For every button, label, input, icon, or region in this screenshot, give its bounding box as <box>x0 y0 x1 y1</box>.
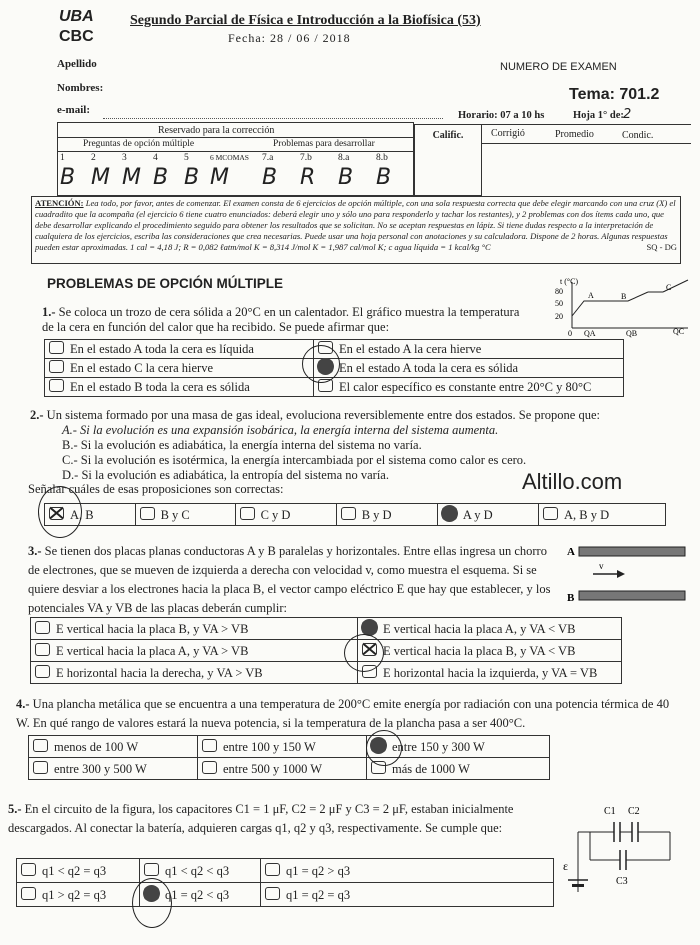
q4-statement: Una plancha metálica que se encuentra a una temperatura de 200°C emite energía por radiación con una potencia térmica de 40 W. En qué rango de valores estará la nueva potencia, si la temperatura de la plancha pasa a ser 400°C. <box>16 697 670 730</box>
q1-option-f[interactable] <box>314 378 624 397</box>
q1-option-d[interactable] <box>314 359 624 378</box>
reservado-label: Reservado para la corrección <box>158 125 275 136</box>
calif-row <box>481 124 691 144</box>
q5-statement: En el circuito de la figura, los capacitores C1 = 1 μF, C2 = 2 μF y C3 = 2 μF, estaban inicialmente descargados. Al conectar la batería, adquieren cargas q1, q2 y q3, respectivamente. Se cumple que: <box>8 802 514 835</box>
answer-circle <box>132 878 172 928</box>
c3-label: C3 <box>616 876 628 887</box>
option-label: A y D <box>462 507 493 522</box>
instructions-box <box>31 196 681 264</box>
atencion-text: Lea todo, por favor, antes de comenzar. El examen consta de 6 ejercicios de opción múltiple, con una sola respuesta correcta que debe elegir marcando con una cruz (X) el cuadradito que la acompaña (el ejercicio 6 tiene cuatro enunciados: deberá elegir uno y sólo uno para responderlo y tachar los restantes), y 2 problemas con dos ítems cada uno, que debe desarrollar explicando el procedimiento seguido para obtener los resultados que se solicitan. No se aceptan respuestas en lápiz. Si tiene dudas respecto a la interpretación de cualquiera de los ejercicios, escriba las consideraciones que crea necesarias. Puede usar una hoja personal con anotaciones y su calculadora. Dispone de 2 horas. Algunas respuestas pueden estar aproximadas. 1 cal = 4,18 J; R = 0,082 ℓatm/mol K = 8,314 J/mol K = 1,987 cal/mol K; c agua líquida = 1 kcal/kg °C <box>35 198 676 252</box>
q5-circuit-diagram <box>560 800 690 900</box>
qnum: 7.b <box>300 153 312 163</box>
q4-option-a[interactable] <box>29 736 198 758</box>
grade: M <box>210 165 229 190</box>
q2-item: B.- Si la evolución es adiabática, la energía interna del sistema no varía. <box>62 438 422 452</box>
option-label: q1 > q2 = q3 <box>42 887 107 902</box>
exam-date: Fecha: 28 / 06 / 2018 <box>228 31 351 45</box>
option-label: B y D <box>361 507 392 522</box>
q5-option-f[interactable] <box>261 883 554 907</box>
checkbox[interactable] <box>33 761 48 774</box>
q2-item: A.- Si la evolución es una expansión isobárica, la energía interna del sistema aumenta. <box>62 423 499 437</box>
q2-option-c[interactable] <box>235 504 336 526</box>
option-label: E vertical hacia la placa A, y VA > VB <box>56 643 249 658</box>
tema-label: Tema: 701.2 <box>569 86 660 103</box>
plate-a-label: A <box>567 546 575 558</box>
qnum: 5 <box>184 153 189 163</box>
point-label: C <box>666 283 672 292</box>
point-label: A <box>588 291 594 300</box>
option-label: q1 < q2 < q3 <box>165 863 230 878</box>
arrow-head-icon <box>617 570 625 578</box>
xtick: QA <box>584 329 596 338</box>
q4-option-b[interactable] <box>198 736 367 758</box>
qnum: 4 <box>153 153 158 163</box>
checkbox[interactable] <box>265 887 280 900</box>
email-line <box>103 118 443 119</box>
answer-circle <box>38 486 82 538</box>
xtick: QB <box>626 329 638 338</box>
section-title: PROBLEMAS DE OPCIÓN MÚLTIPLE <box>47 276 284 291</box>
q3-option-f[interactable] <box>358 662 622 684</box>
q2-option-d[interactable] <box>336 504 437 526</box>
calif-label: Calific. <box>432 130 464 141</box>
qnum: 6 MCOMAS <box>210 153 249 162</box>
hoja-value: 2 <box>623 107 632 122</box>
checkbox[interactable] <box>33 739 48 752</box>
option-label: E vertical hacia la placa B, y VA < VB <box>383 643 576 658</box>
grid-line <box>58 151 413 152</box>
grade: R <box>300 165 316 190</box>
nombres-label: Nombres: <box>57 82 104 94</box>
option-label: entre 300 y 500 W <box>54 761 147 776</box>
q4-option-e[interactable] <box>198 758 367 780</box>
q3-option-b[interactable] <box>358 618 622 640</box>
q3-statement: Se tienen dos placas planas conductoras A y B paralelas y horizontales. Entre ellas ingresa un chorro de electrones, que se mueven de izquierda a derecha con velocidad v, como muestra el esquema. Si se quiere desviar a los electrones hacia la placa B, el vector campo eléctrico E que hay que establecer, y los potenciales VA y VB de las placas deberán cumplir: <box>28 544 551 615</box>
q2-option-f[interactable] <box>538 504 665 526</box>
checkbox[interactable] <box>240 507 255 520</box>
exam-title: Segundo Parcial de Física e Introducción a la Biofísica (53) <box>130 13 481 28</box>
qnum: 2 <box>91 153 96 163</box>
plate-b-label: B <box>567 592 575 604</box>
option-label: B y C <box>160 507 190 522</box>
hoja-label: Hoja 1° de: <box>573 110 624 121</box>
option-label: q1 = q2 > q3 <box>286 863 351 878</box>
qnum: 8.b <box>376 153 388 163</box>
q4-option-d[interactable] <box>29 758 198 780</box>
battery-plate <box>572 884 584 887</box>
option-label: A, B y D <box>563 507 610 522</box>
handwritten-grades <box>60 165 412 190</box>
qnum: 3 <box>122 153 127 163</box>
question-numbers <box>60 153 412 163</box>
answer-circle <box>302 345 340 383</box>
emf-label: ε <box>563 859 569 873</box>
checkbox[interactable] <box>35 621 50 634</box>
grade: B <box>376 165 392 190</box>
q3-option-e[interactable] <box>31 662 358 684</box>
option-label: menos de 100 W <box>54 739 139 754</box>
promedio-label: Promedio <box>555 129 594 140</box>
option-label: En el estado B toda la cera es sólida <box>70 380 250 394</box>
grade: B <box>338 165 354 190</box>
option-label: más de 1000 W <box>392 761 470 776</box>
corrigio-label: Corrigió <box>491 128 525 139</box>
horario-label: Horario: 07 a 10 hs <box>458 110 545 121</box>
checkbox[interactable] <box>21 863 36 876</box>
q1-text <box>42 305 532 335</box>
q1-option-c[interactable] <box>45 359 314 378</box>
checkbox-marked[interactable] <box>362 621 377 634</box>
point-label: B <box>621 292 627 301</box>
checkbox[interactable] <box>35 643 50 656</box>
checkbox[interactable] <box>341 507 356 520</box>
grade: M <box>91 165 110 190</box>
q5-option-a[interactable] <box>17 859 140 883</box>
q1-temp-curve-a <box>572 292 648 316</box>
problemas-label: Problemas para desarrollar <box>273 139 375 149</box>
answer-circle <box>366 730 402 766</box>
q4-text <box>16 695 681 733</box>
checkbox[interactable] <box>144 863 159 876</box>
q3-options <box>30 617 622 684</box>
grid-line <box>58 137 413 138</box>
grade: B <box>262 165 278 190</box>
option-label: A, B <box>70 507 94 522</box>
q1-option-a[interactable] <box>45 340 314 359</box>
option-label: El calor específico es constante entre 20°C y 80°C <box>339 380 592 394</box>
correction-grid <box>57 122 414 196</box>
email-label: e-mail: <box>57 104 90 116</box>
ytick: 50 <box>555 299 563 308</box>
plate-a <box>579 547 685 556</box>
checkbox[interactable] <box>202 761 217 774</box>
q3-option-c[interactable] <box>31 640 358 662</box>
q3-plates-diagram <box>565 543 690 605</box>
q2-options <box>44 503 666 526</box>
option-label: En el estado A la cera hierve <box>339 342 482 356</box>
q2-option-e[interactable] <box>437 504 538 526</box>
q5-text <box>8 800 553 838</box>
atencion-label: ATENCIÓN: <box>35 198 84 208</box>
watermark: Altillo.com <box>522 469 623 494</box>
q3-num: 3.- <box>28 544 42 558</box>
checkbox[interactable] <box>49 360 64 373</box>
plate-b <box>579 591 685 600</box>
qnum: 1 <box>60 153 65 163</box>
option-label: E horizontal hacia la derecha, y VA > VB <box>56 665 263 680</box>
grade: B <box>60 165 76 190</box>
checkbox[interactable] <box>202 739 217 752</box>
q1-option-e[interactable] <box>45 378 314 397</box>
qnum: 8.a <box>338 153 350 163</box>
cbc-label: CBC <box>59 28 94 45</box>
option-label: E vertical hacia la placa A, y VA < VB <box>383 621 576 636</box>
q4-options <box>28 735 550 780</box>
option-label: En el estado C la cera hierve <box>70 361 213 375</box>
xtick: 0 <box>568 329 572 338</box>
checkbox[interactable] <box>543 507 558 520</box>
option-label: q1 = q2 < q3 <box>165 887 230 902</box>
grade: B <box>184 165 200 190</box>
checkbox[interactable] <box>140 507 155 520</box>
checkbox[interactable] <box>35 665 50 678</box>
q1-graph <box>548 276 693 338</box>
apellido-label: Apellido <box>57 58 97 70</box>
option-label: entre 150 y 300 W <box>392 739 485 754</box>
option-label: entre 100 y 150 W <box>223 739 316 754</box>
q4-num: 4.- <box>16 697 30 711</box>
q2-prompt: Señalar cuáles de esas proposiciones son correctas: <box>28 482 284 496</box>
answer-circle <box>344 634 384 672</box>
option-label: q1 < q2 = q3 <box>42 863 107 878</box>
calif-box <box>414 124 482 196</box>
checkbox[interactable] <box>49 379 64 392</box>
preguntas-label: Preguntas de opción múltiple <box>83 139 195 149</box>
ytick: 20 <box>555 312 563 321</box>
uba-label: UBA <box>59 8 94 25</box>
q5-option-c[interactable] <box>261 859 554 883</box>
q3-option-d[interactable] <box>358 640 622 662</box>
checkbox[interactable] <box>49 341 64 354</box>
option-label: En el estado A toda la cera es sólida <box>339 361 519 375</box>
numero-examen-label: NUMERO DE EXAMEN <box>500 61 617 73</box>
qnum: 7.a <box>262 153 274 163</box>
q1-num: 1.- <box>42 305 56 319</box>
q5-num: 5.- <box>8 802 22 816</box>
option-label: E horizontal hacia la izquierda, y VA = VB <box>383 665 598 680</box>
q2-num: 2.- <box>30 408 44 422</box>
graph-ylabel: t (°C) <box>560 277 579 286</box>
ytick: 80 <box>555 287 563 296</box>
q5-options <box>16 858 554 907</box>
checkbox-marked[interactable] <box>442 507 457 520</box>
option-label: En el estado A toda la cera es líquida <box>70 342 254 356</box>
checkbox[interactable] <box>21 887 36 900</box>
q2-statement: Un sistema formado por una masa de gas ideal, evoluciona reversiblemente entre dos estados. Se propone que: <box>46 408 600 422</box>
q3-option-a[interactable] <box>31 618 358 640</box>
option-label: C y D <box>260 507 291 522</box>
q3-text <box>28 542 555 618</box>
grade: B <box>153 165 169 190</box>
xtick: QC <box>673 327 685 336</box>
sq-code: SQ - DG <box>646 242 677 252</box>
q1-statement: Se coloca un trozo de cera sólida a 20°C en un calentador. El gráfico muestra la temperatura de la cera en función del calor que ha recibido. Se puede afirmar que: <box>42 305 520 334</box>
q5-option-d[interactable] <box>17 883 140 907</box>
option-label: entre 500 y 1000 W <box>223 761 323 776</box>
q2-item: D.- Si la evolución es adiabática, la entropía del sistema no varía. <box>62 468 389 482</box>
q1-option-b[interactable] <box>314 340 624 359</box>
c1-label: C1 <box>604 806 616 817</box>
option-label: E vertical hacia la placa B, y VA > VB <box>56 621 249 636</box>
checkbox[interactable] <box>265 863 280 876</box>
velocity-label: v <box>599 561 604 571</box>
q2-item: C.- Si la evolución es isotérmica, la energía intercambiada por el sistema como calor es cero. <box>62 453 527 467</box>
q2-intro <box>30 408 670 423</box>
option-label: q1 = q2 = q3 <box>286 887 351 902</box>
condic-label: Condic. <box>622 130 654 141</box>
grade: M <box>122 165 141 190</box>
c2-label: C2 <box>628 806 640 817</box>
q2-option-b[interactable] <box>135 504 235 526</box>
